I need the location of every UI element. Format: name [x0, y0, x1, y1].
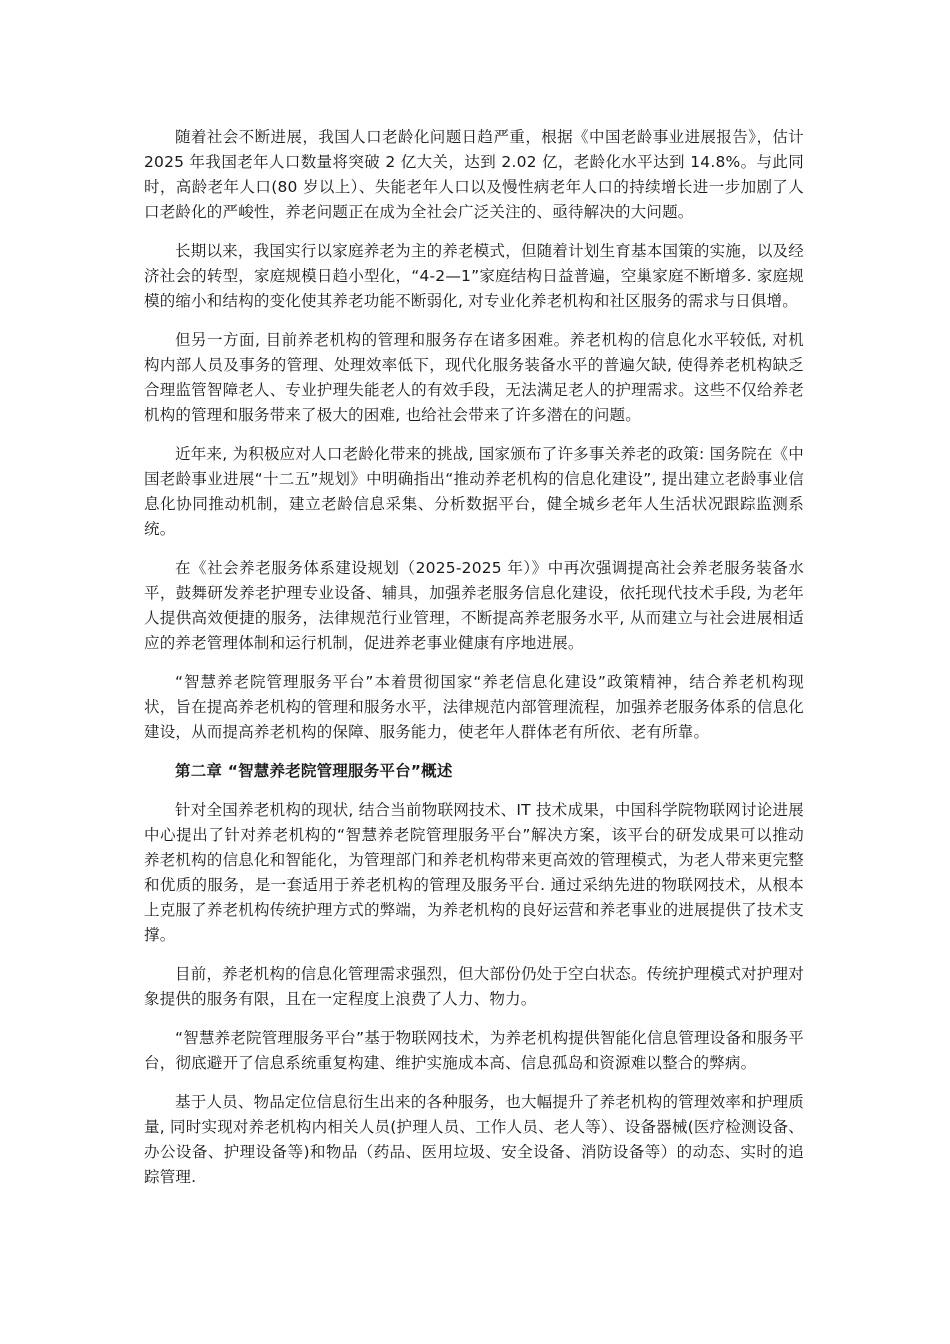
- paragraph-iot-based-platform: “智慧养老院管理服务平台”基于物联网技术，为养老机构提供智能化信息管理设备和服务平台，彻底避开了信息系统重复构建、维护实施成本高、信息孤岛和资源难以整合的弊病。: [144, 1029, 804, 1072]
- paragraph-national-policy: 近年来, 为积极应对人口老龄化带来的挑战, 国家颁布了许多事关养老的政策: 国务院在《中国老龄事业进展“十二五”规划》中明确指出“推动养老机构的信息化建设”, 提出建立老龄事业信息化协同推动机制，建立老龄信息采集、分析数据平台，健全城乡老年人生活状况跟踪监测系统。: [144, 445, 804, 538]
- chapter-heading: 第二章 “智慧养老院管理服务平台”概述: [175, 762, 453, 780]
- paragraph-aging-population: 随着社会不断进展，我国人口老龄化问题日趋严重，根据《中国老龄事业进展报告》，估计 2025 年我国老年人口数量将突破 2 亿大关，达到 2.02 亿，老龄化水平达到 14.8%。与此同时，高龄老年人口(80 岁以上）、失能老年人口以及慢性病老年人口的持续增长进一步加剧了人口老龄化的严峻性，养老问题正在成为全社会广泛关注的、亟待解决的大问题。: [144, 128, 804, 221]
- paragraph-institution-difficulties: 但另一方面, 目前养老机构的管理和服务存在诸多困难。养老机构的信息化水平较低, 对机构内部人员及事务的管理、处理效率低下，现代化服务装备水平的普遍欠缺, 使得养老机构缺乏合理监管智障老人、专业护理失能老人的有效手段，无法满足老人的护理需求。这些不仅给养老机构的管理和服务带来了极大的困难, 也给社会带来了许多潜在的问题。: [144, 331, 804, 424]
- paragraph-location-services: 基于人员、物品定位信息衍生出来的各种服务，也大幅提升了养老机构的管理效率和护理质量, 同时实现对养老机构内相关人员(护理人员、工作人员、老人等）、设备器械(医疗检测设备、办公设备、护理设备等)和物品（药品、医用垃圾、安全设备、消防设备等）的动态、实时的追踪管理.: [144, 1093, 804, 1186]
- paragraph-platform-solution: 针对全国养老机构的现状, 结合当前物联网技术、IT 技术成果，中国科学院物联网讨论进展中心提出了针对养老机构的“智慧养老院管理服务平台”解决方案，该平台的研发成果可以推动养老机构的信息化和智能化，为管理部门和养老机构带来更高效的管理模式，为老人带来更完整和优质的服务，是一套适用于养老机构的管理及服务平台. 通过采纳先进的物联网技术，从根本上克服了养老机构传统护理方式的弊端，为养老机构的良好运营和养老事业的进展提供了技术支撑。: [144, 801, 804, 944]
- document-body: [144, 125, 804, 1204]
- paragraph-family-care-model: 长期以来，我国实行以家庭养老为主的养老模式，但随着计划生育基本国策的实施，以及经济社会的转型，家庭规模日趋小型化，“4-2—1”家庭结构日益普遍，空巢家庭不断增多. 家庭规模的缩小和结构的变化使其养老功能不断弱化, 对专业化养老机构和社区服务的需求与日俱增。: [144, 242, 804, 310]
- paragraph-service-system-plan: 在《社会养老服务体系建设规划（2025-2025 年）》中再次强调提高社会养老服务装备水平，鼓舞研发养老护理专业设备、辅具，加强养老服务信息化建设，依托现代技术手段, 为老年人提供高效便捷的服务，法律规范行业管理，不断提高养老服务水平, 从而建立与社会进展相适应的养老管理体制和运行机制，促进养老事业健康有序地进展。: [144, 559, 804, 652]
- paragraph-platform-purpose: “智慧养老院管理服务平台”本着贯彻国家“养老信息化建设”政策精神，结合养老机构现状，旨在提高养老机构的管理和服务水平，法律规范内部管理流程，加强养老服务体系的信息化建设，从而提高养老机构的保障、服务能力，使老年人群体老有所依、老有所靠。: [144, 673, 804, 741]
- paragraph-current-needs: 目前，养老机构的信息化管理需求强烈，但大部份仍处于空白状态。传统护理模式对护理对象提供的服务有限，且在一定程度上浪费了人力、物力。: [144, 965, 804, 1008]
